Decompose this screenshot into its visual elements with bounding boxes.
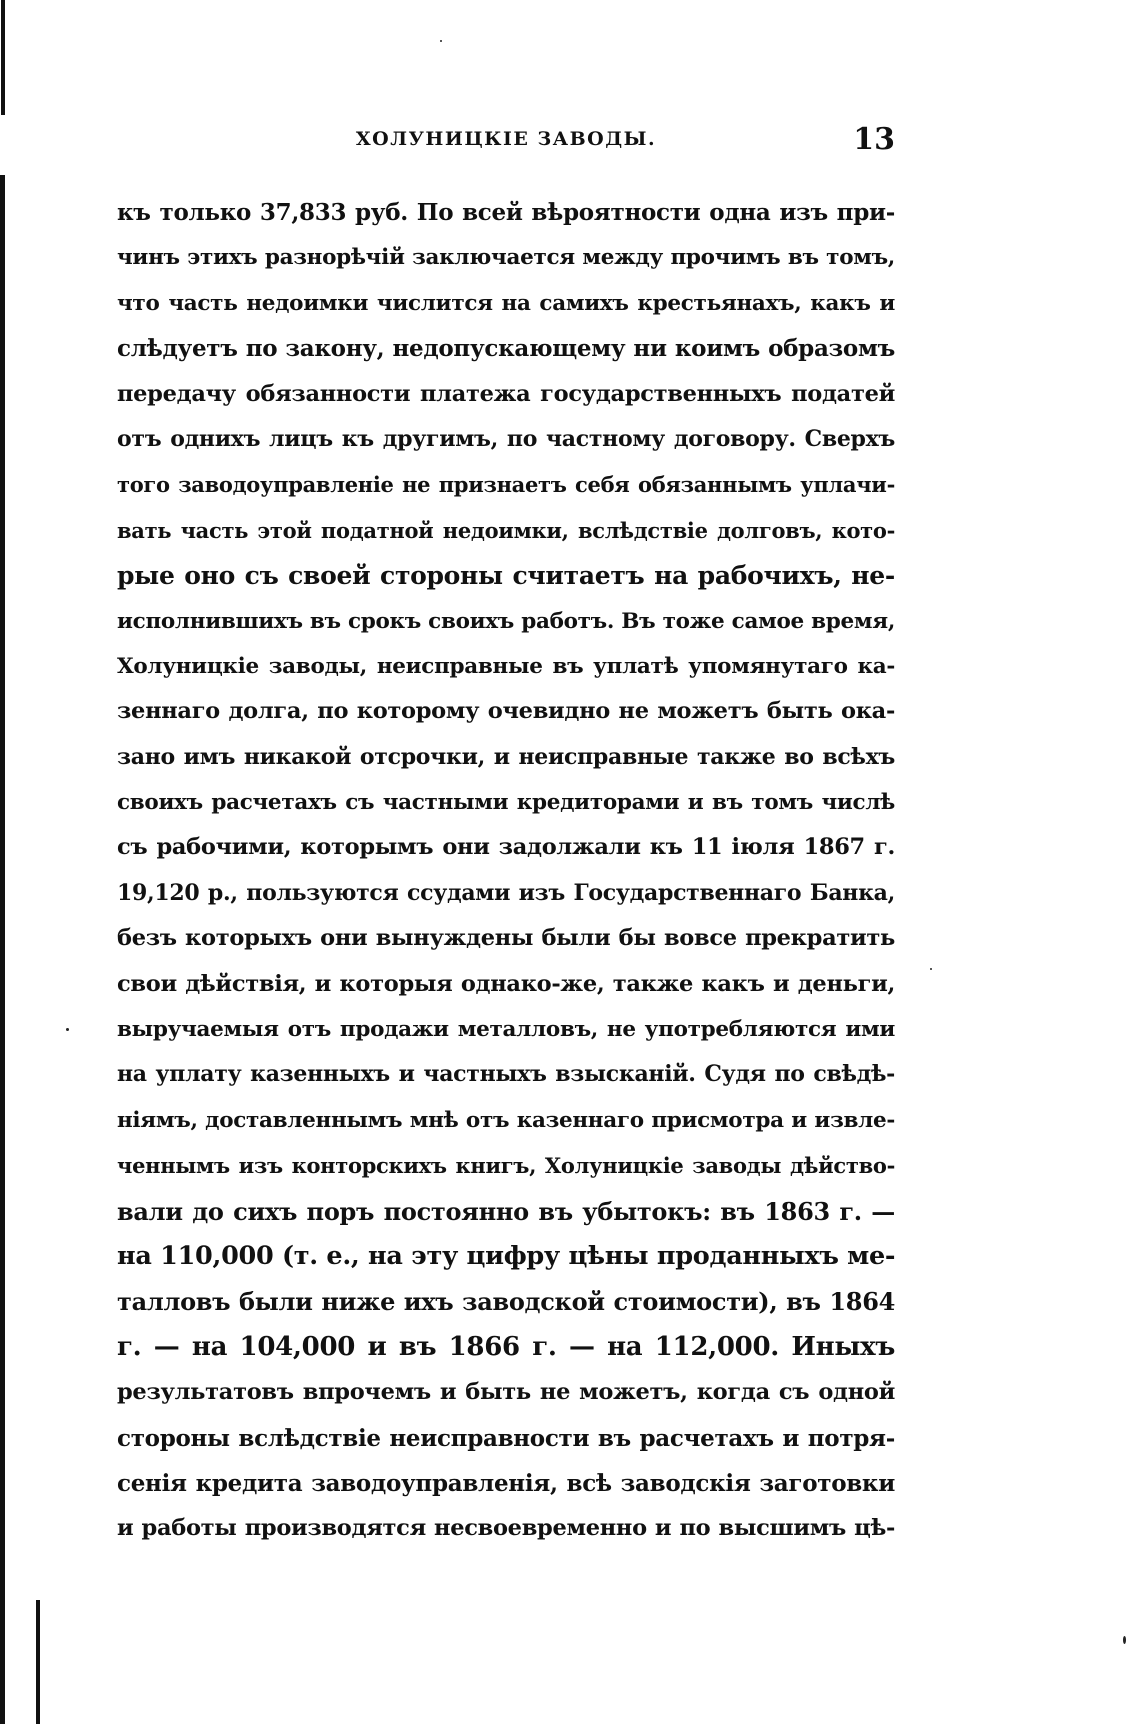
text-line: зеннаго долга, по которому очевидно не можетъ быть ока-: [117, 698, 895, 725]
text-line: безъ которыхъ они вынуждены были бы вовсе прекратить: [117, 925, 895, 952]
scan-speck: [930, 968, 932, 970]
text-line: на уплату казенныхъ и частныхъ взысканій. Судя по свѣдѣ-: [117, 1061, 895, 1088]
text-line: рые оно съ своей стороны считаетъ на рабочихъ, не-: [117, 561, 895, 591]
text-line: того заводоуправленіе не признаетъ себя обязаннымъ уплачи-: [117, 472, 895, 498]
text-line: и работы производятся несвоевременно и по высшимъ цѣ-: [117, 1515, 895, 1542]
text-line: свои дѣйствія, и которыя однако-же, также какъ и деньги,: [117, 970, 895, 997]
text-line: чинъ этихъ разнорѣчій заключается между прочимъ въ томъ,: [117, 245, 895, 271]
text-line: съ рабочими, которымъ они задолжали къ 11 іюля 1867 г.: [117, 834, 895, 861]
text-line: стороны вслѣдствіе неисправности въ расчетахъ и потря-: [117, 1424, 895, 1452]
binding-edge-shadow: [1, 0, 5, 115]
text-line: выручаемыя отъ продажи металловъ, не употребляются ими: [117, 1017, 895, 1043]
text-line: передачу обязанности платежа государственныхъ податей: [117, 380, 895, 407]
page-number: 13: [853, 122, 895, 157]
text-line: Холуницкіе заводы, неисправные въ уплатѣ упомянутаго ка-: [117, 653, 895, 679]
running-title: ХОЛУНИЦКІЕ ЗАВОДЫ.: [355, 128, 657, 150]
body-text: [117, 190, 895, 1552]
scan-speck: [1123, 1636, 1126, 1644]
text-line: исполнившихъ въ срокъ своихъ работъ. Въ тоже самое время,: [117, 608, 895, 634]
text-line: ніямъ, доставленнымъ мнѣ отъ казеннаго присмотра и извле-: [117, 1107, 895, 1133]
text-line: вать часть этой податной недоимки, вслѣдствіе долговъ, кото-: [117, 517, 895, 543]
scan-speck: [66, 1028, 69, 1031]
text-line: къ только 37,833 руб. По всей вѣроятности одна изъ при-: [117, 199, 895, 226]
text-line: 19,120 р., пользуются ссудами изъ Государственнаго Банка,: [117, 879, 895, 906]
text-line: г. — на 104,000 и въ 1866 г. — на 112,000. Иныхъ: [117, 1331, 895, 1362]
text-line: талловъ были ниже ихъ заводской стоимости), въ 1864: [117, 1287, 895, 1317]
text-line: результатовъ впрочемъ и быть не можетъ, когда съ одной: [117, 1379, 895, 1406]
text-line: отъ однихъ лицъ къ другимъ, по частному договору. Сверхъ: [117, 425, 895, 452]
text-line: что часть недоимки числится на самихъ крестьянахъ, какъ и: [117, 290, 895, 316]
text-line: ченнымъ изъ конторскихъ книгъ, Холуницкіе заводы дѣйство-: [117, 1153, 895, 1179]
text-line: сенія кредита заводоуправленія, всѣ заводскія заготовки: [117, 1469, 895, 1497]
text-line: зано имъ никакой отсрочки, и неисправные также во всѣхъ: [117, 743, 895, 770]
binding-edge-shadow: [36, 1600, 40, 1724]
text-line: своихъ расчетахъ съ частными кредиторами и въ томъ числѣ: [117, 790, 895, 816]
text-line: вали до сихъ поръ постоянно въ убытокъ: въ 1863 г. —: [117, 1196, 895, 1226]
scan-speck: [440, 40, 442, 42]
text-line: на 110,000 (т. е., на эту цифру цѣны проданныхъ ме-: [117, 1240, 896, 1271]
running-head: [117, 122, 895, 158]
binding-edge-shadow: [0, 175, 5, 1724]
text-line: слѣдуетъ по закону, недопускающему ни коимъ образомъ: [117, 335, 895, 363]
